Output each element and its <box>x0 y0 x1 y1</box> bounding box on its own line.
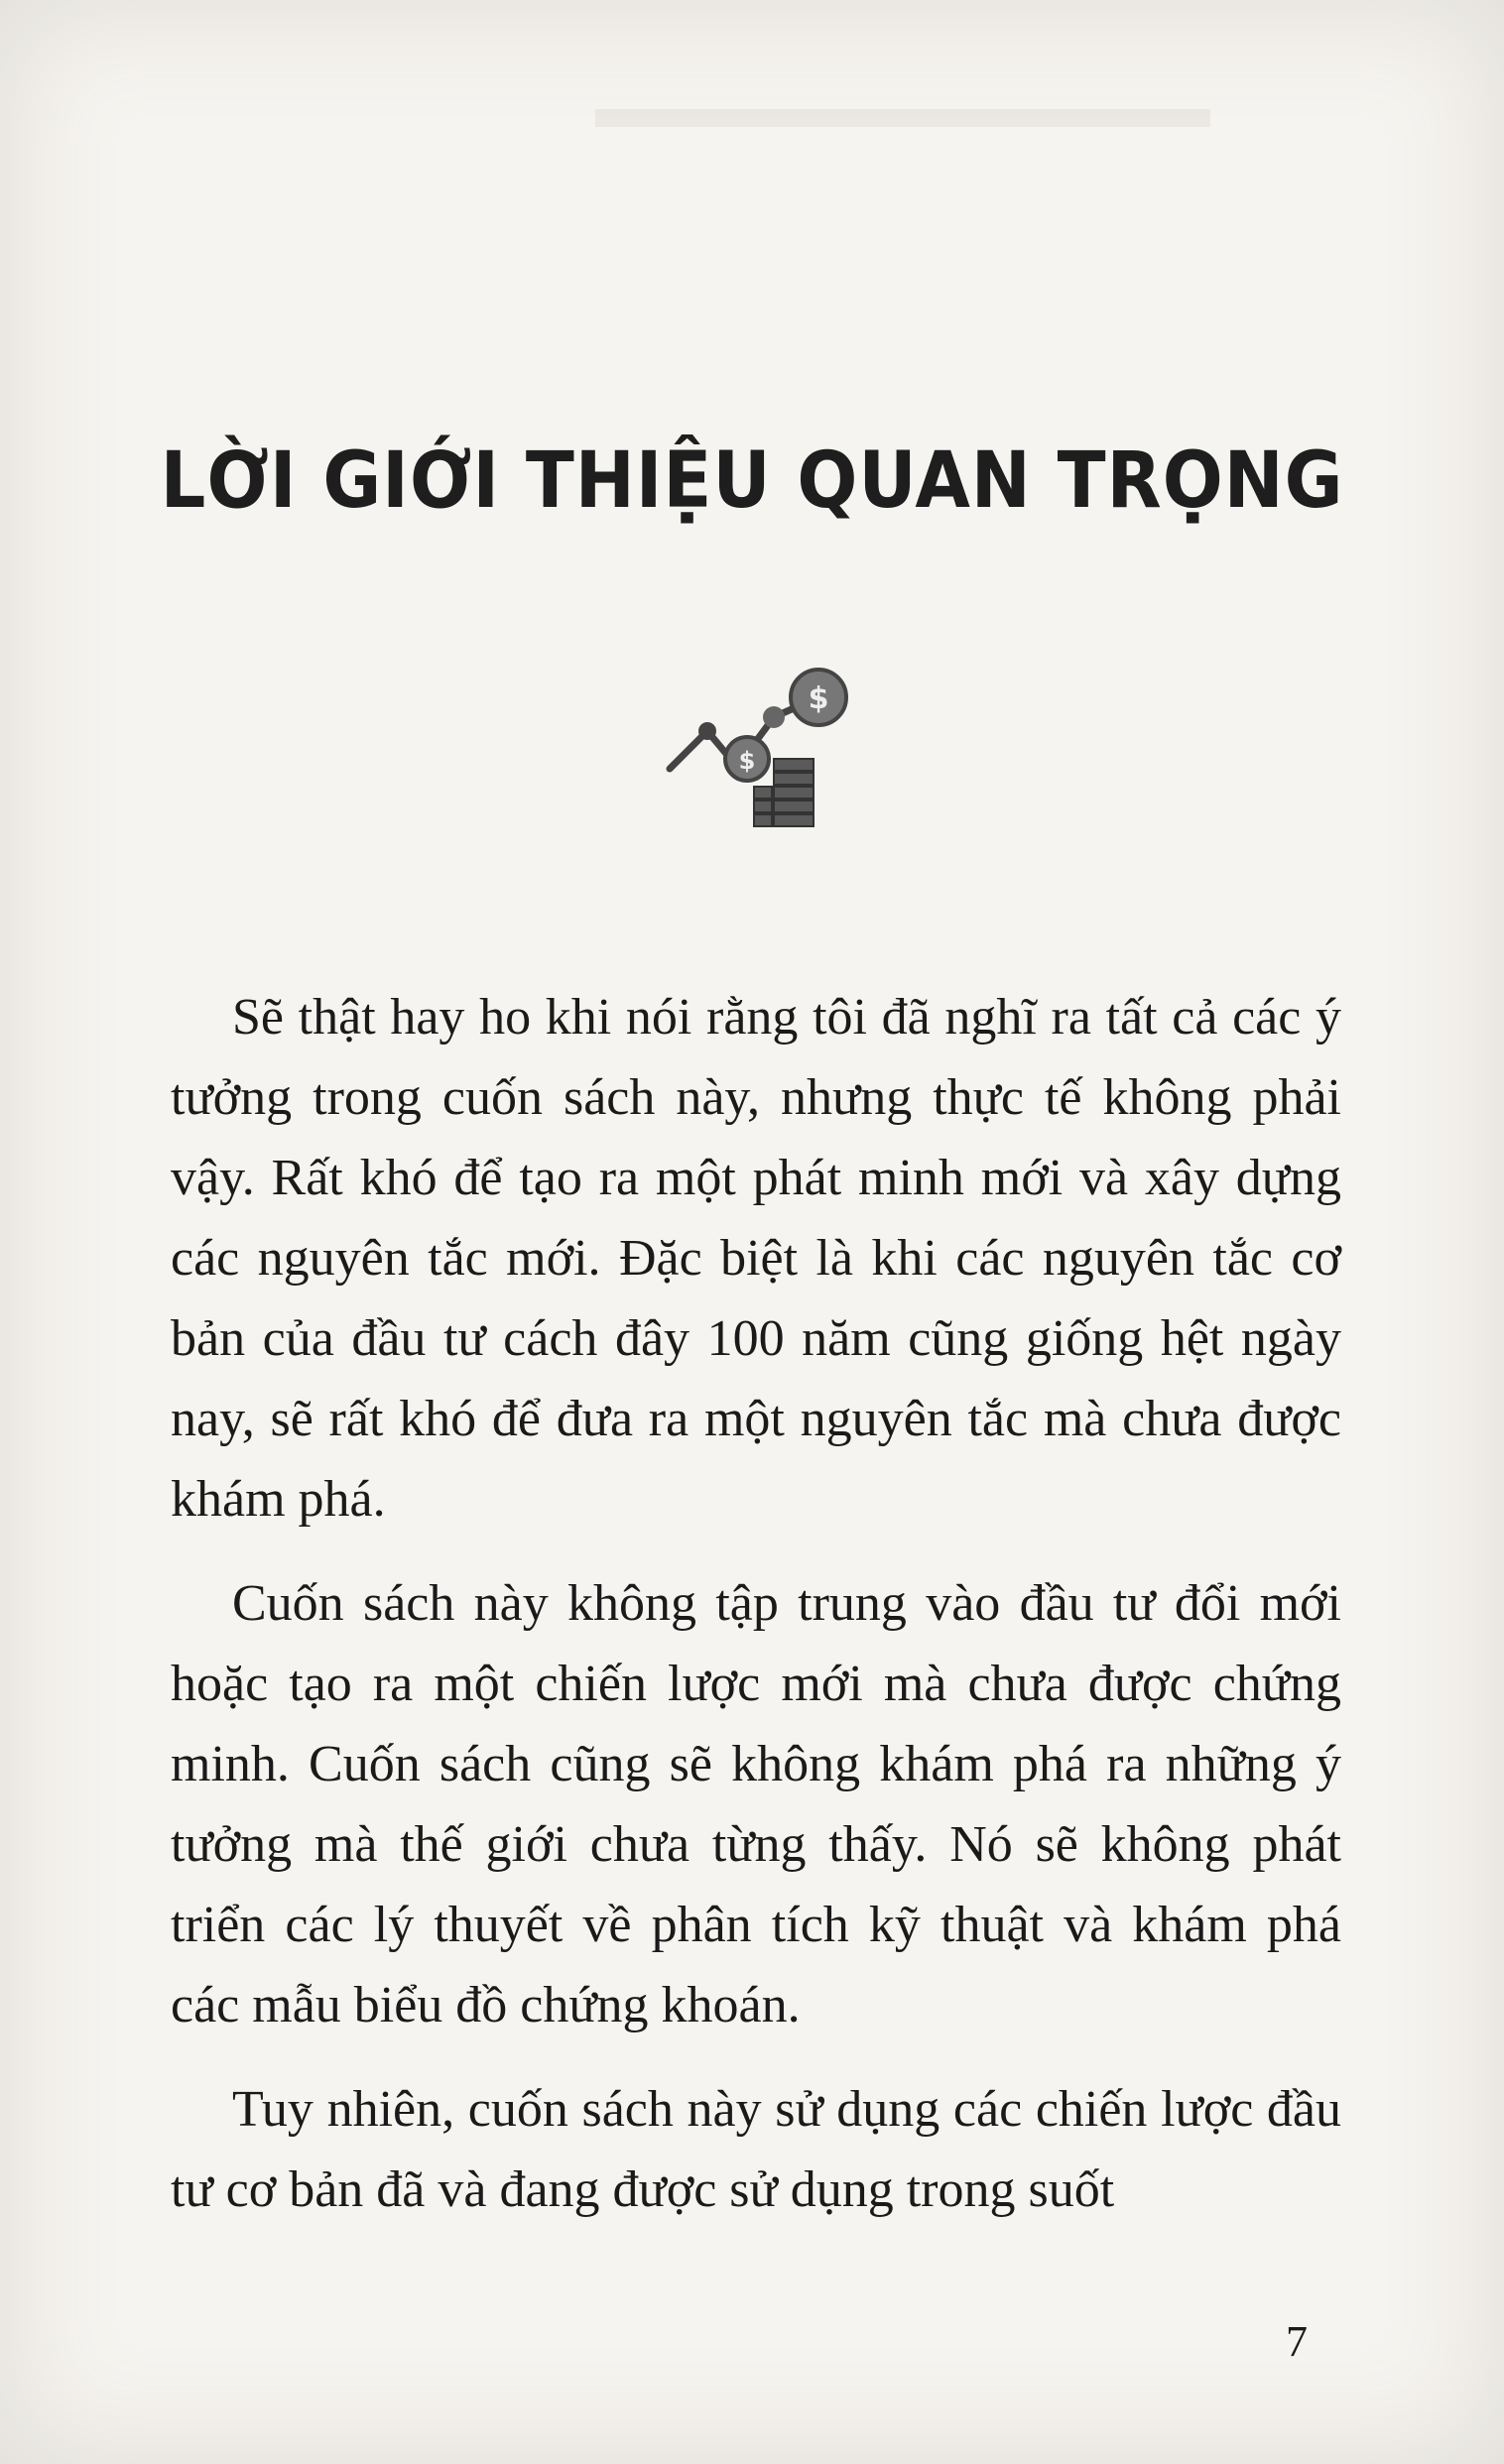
bleed-through-running-head <box>595 109 1210 127</box>
growth-chart-coins-icon <box>650 660 848 838</box>
chapter-title: LỜI GIỚI THIỆU QUAN TRỌNG <box>160 436 1344 526</box>
svg-text:$: $ <box>808 681 829 716</box>
svg-text:$: $ <box>738 747 756 775</box>
page-number: 7 <box>1286 2317 1308 2366</box>
paragraph-3: Tuy nhiên, cuốn sách này sử dụng các chiến lược đầu tư cơ bản đã và đang được sử dụng trong suốt <box>171 2081 1341 2218</box>
paragraph-2: Cuốn sách này không tập trung vào đầu tư đổi mới hoặc tạo ra một chiến lược mới mà chưa được chứng minh. Cuốn sách cũng sẽ không khám phá ra những ý tưởng mà thế giới chưa từng thấy. Nó sẽ không phát triển các lý thuyết về phân tích kỹ thuật và khám phá các mẫu biểu đồ chứng khoán. <box>171 1575 1341 2033</box>
paragraph-1: Sẽ thật hay ho khi nói rằng tôi đã nghĩ ra tất cả các ý tưởng trong cuốn sách này, nhưng thực tế không phải vậy. Rất khó để tạo ra một phát minh mới và xây dựng các nguyên tắc mới. Đặc biệt là khi các nguyên tắc cơ bản của đầu tư cách đây 100 năm cũng giống hệt ngày nay, sẽ rất khó để đưa ra một nguyên tắc mà chưa được khám phá. <box>171 989 1341 1528</box>
body-text <box>171 977 1341 2254</box>
